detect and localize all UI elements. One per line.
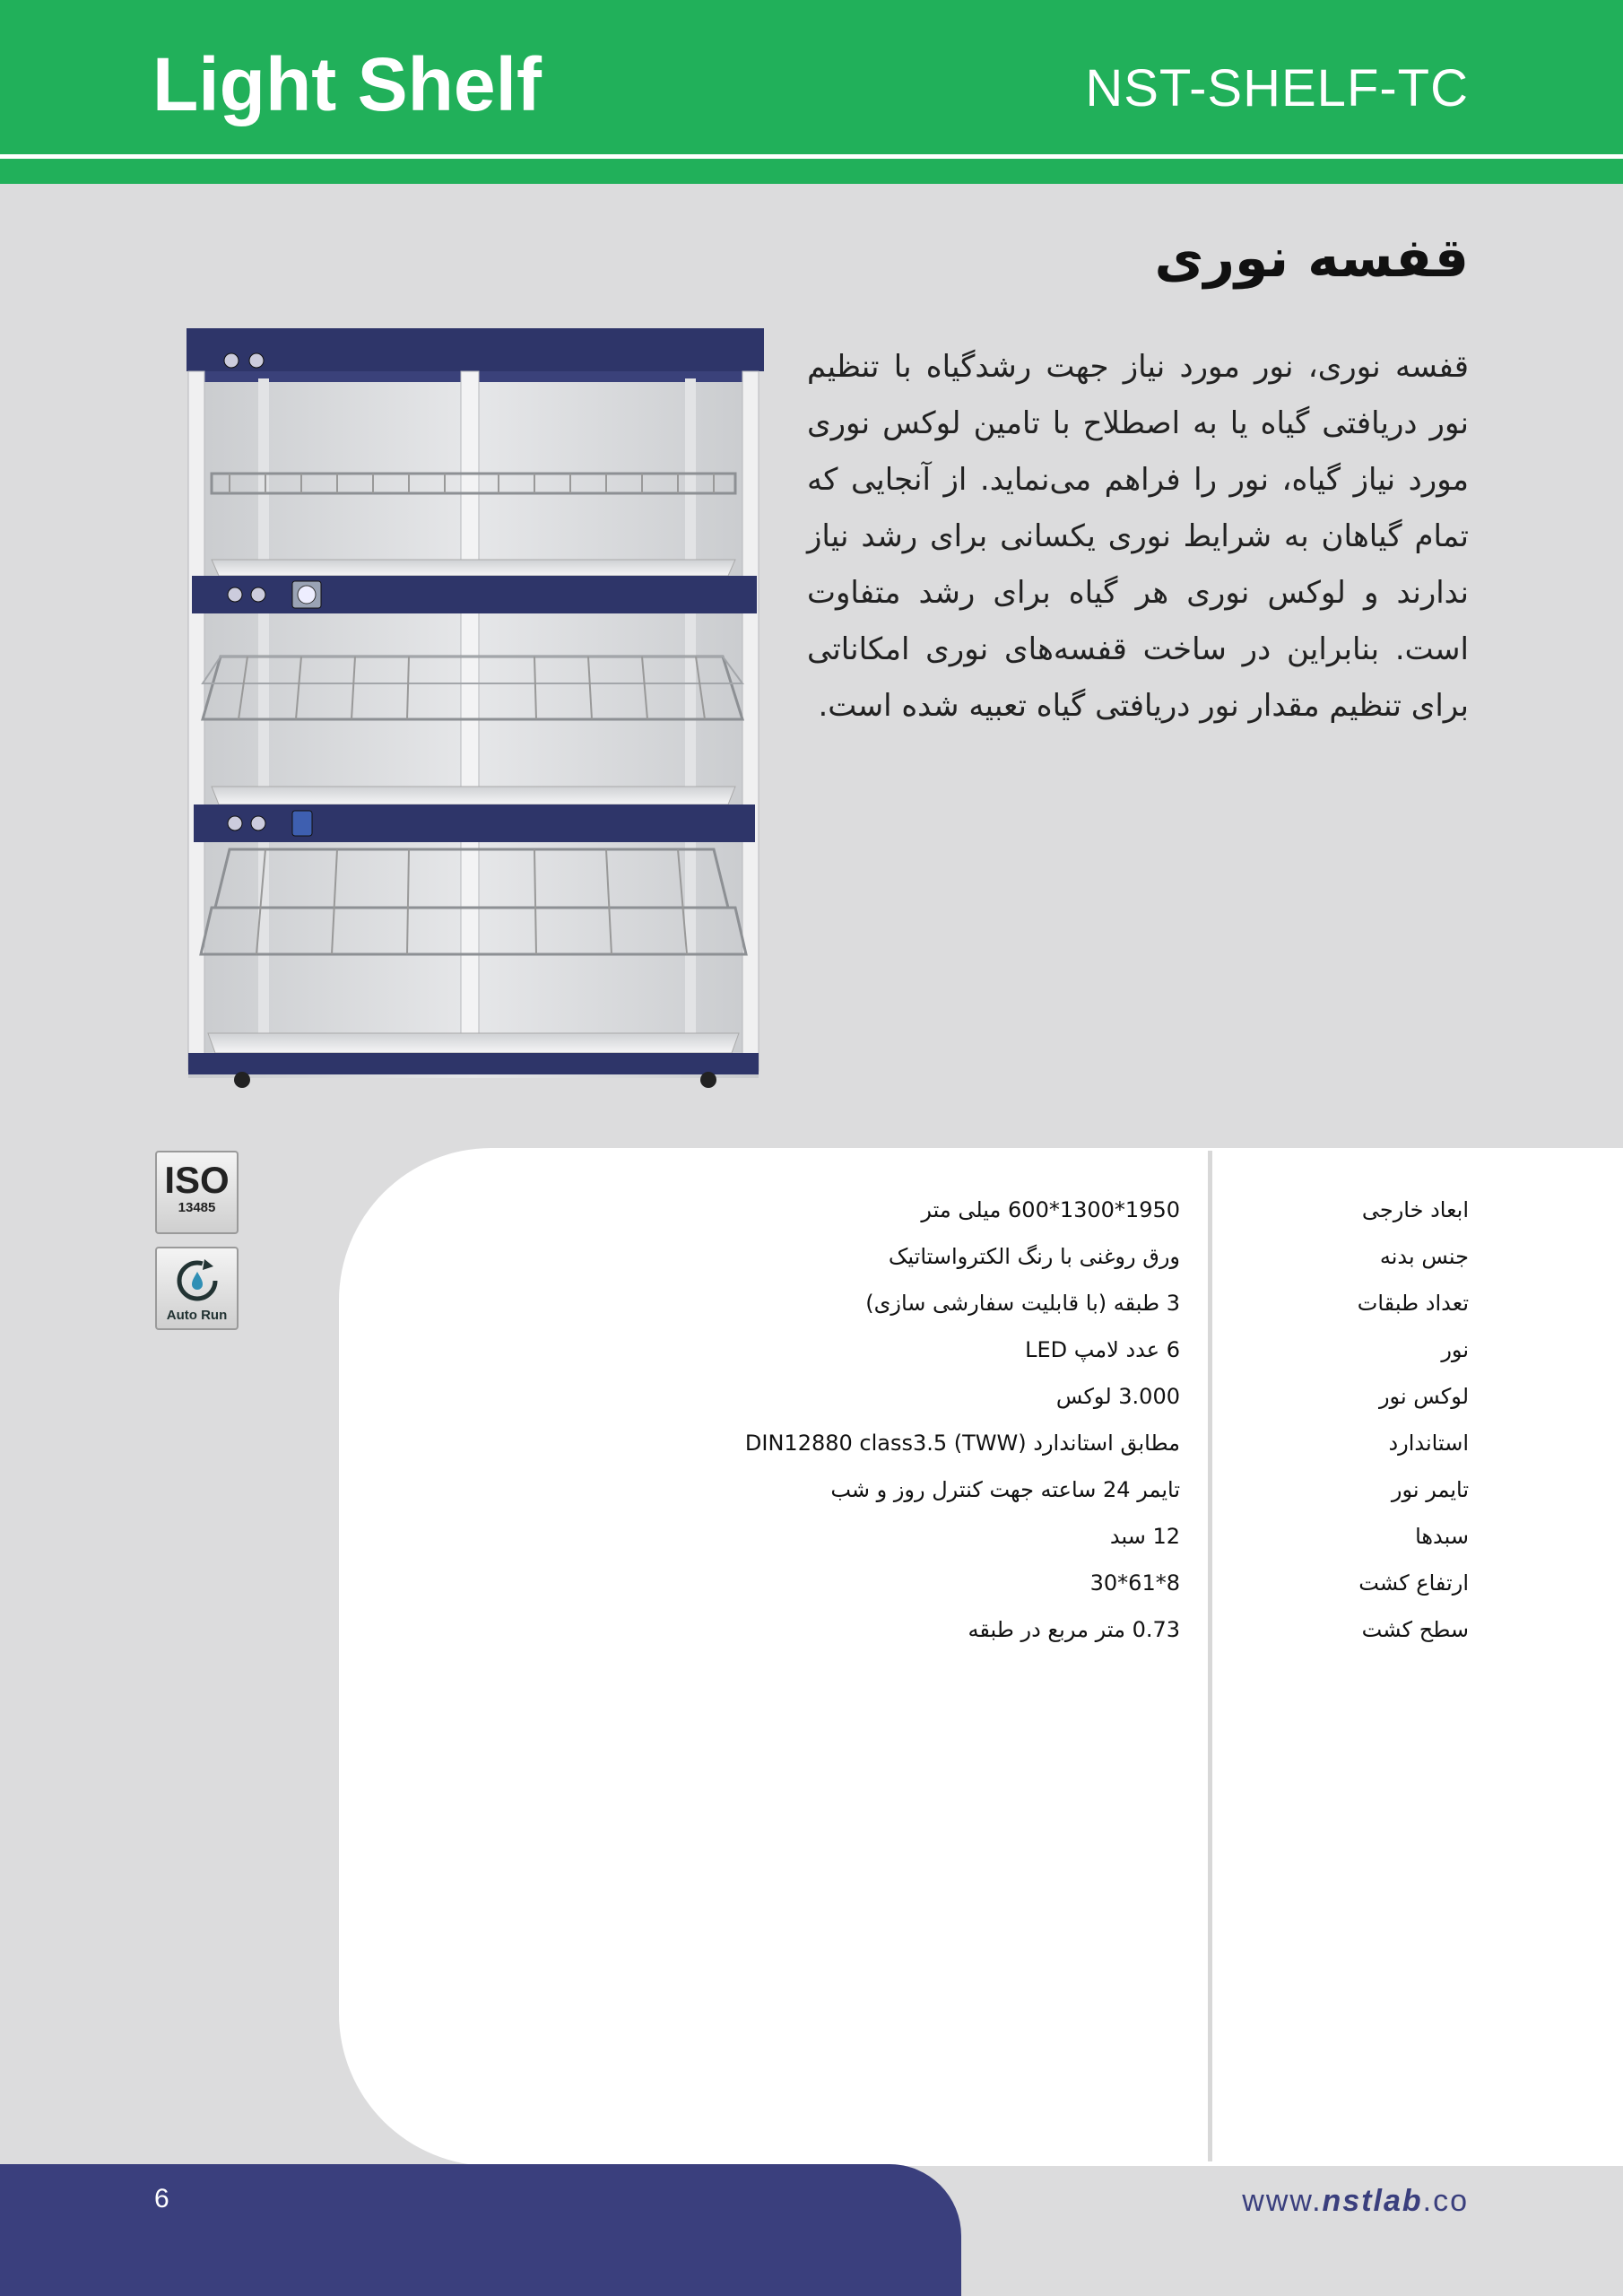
spec-labels-column — [1236, 1188, 1469, 1655]
product-image — [176, 316, 771, 1096]
spec-value: مطابق استاندارد DIN12880 class3.5 (TWW) — [744, 1431, 1180, 1456]
site-brand: nstlab — [1322, 2184, 1423, 2218]
site-prefix: www. — [1242, 2184, 1323, 2218]
spec-value: 3.000 لوکس — [1055, 1384, 1180, 1409]
control-knob-icon — [249, 353, 264, 368]
control-knob-icon — [228, 587, 242, 602]
spec-label: جنس بدنه — [1379, 1244, 1469, 1269]
spec-label: ابعاد خارجی — [1361, 1197, 1469, 1222]
spec-value: 1950*1300*600 میلی متر — [921, 1197, 1180, 1222]
spec-label: ارتفاع کشت — [1358, 1570, 1469, 1596]
spec-values-column — [538, 1188, 1180, 1655]
spec-label: تعداد طبقات — [1357, 1291, 1469, 1316]
footer-bar — [0, 2164, 961, 2296]
product-description: قفسه نوری، نور مورد نیاز جهت رشدگیاه با تنظیم نور دریافتی گیاه یا به اصطلاح با تامین لوکس نوری مورد نیاز گیاه، نور را فراهم می‌نماید. از آنجایی که تمام گیاهان به شرایط نوری یکسانی برای رشد نیاز ندارند و لوکس نوری هر گیاه برای رشد متفاوت است. بنابراین در ساخت قفسه‌های نوری امکاناتی برای تنظیم مقدار نور دریافتی گیاه تعبیه شده است. — [807, 349, 1469, 724]
control-knob-icon — [228, 816, 242, 831]
auto-run-icon — [170, 1254, 224, 1308]
header-band — [0, 159, 1623, 184]
spec-value: 12 سبد — [1109, 1524, 1180, 1549]
iso-label: ISO — [164, 1159, 230, 1201]
auto-run-badge — [155, 1247, 239, 1330]
website-link[interactable] — [1242, 2184, 1469, 2219]
product-title: قفسه نوری — [1154, 227, 1469, 290]
spec-label: نور — [1441, 1337, 1469, 1362]
site-suffix: .co — [1422, 2184, 1469, 2218]
spec-value: 6 عدد لامپ LED — [1025, 1337, 1180, 1362]
spec-label: سطح کشت — [1361, 1617, 1469, 1642]
socket-icon — [292, 811, 312, 836]
spec-divider — [1208, 1151, 1212, 2161]
caster-wheel-icon — [700, 1072, 716, 1088]
auto-run-label: Auto Run — [166, 1308, 228, 1323]
control-knob-icon — [224, 353, 239, 368]
spec-label: تایمر نور — [1391, 1477, 1469, 1502]
spec-value: تایمر 24 ساعته جهت کنترل روز و شب — [830, 1477, 1180, 1502]
spec-value: 8*61*30 — [1089, 1570, 1180, 1596]
spec-label: استاندارد — [1388, 1431, 1469, 1456]
spec-label: لوکس نور — [1378, 1384, 1469, 1409]
caster-wheel-icon — [234, 1072, 250, 1088]
model-code: NST-SHELF-TC — [1085, 59, 1469, 117]
brand-title: Light Shelf — [152, 42, 542, 126]
spec-label: سبدها — [1415, 1524, 1469, 1549]
spec-value: 3 طبقه (با قابلیت سفارشی سازی) — [865, 1291, 1180, 1316]
control-knob-icon — [251, 587, 265, 602]
iso-13485-badge — [155, 1151, 239, 1234]
spec-value: 0.73 متر مربع در طبقه — [968, 1617, 1180, 1642]
page-number: 6 — [154, 2184, 169, 2213]
spec-value: ورق روغنی با رنگ الکترواستاتیک — [888, 1244, 1180, 1269]
iso-number: 13485 — [178, 1200, 216, 1215]
control-knob-icon — [251, 816, 265, 831]
